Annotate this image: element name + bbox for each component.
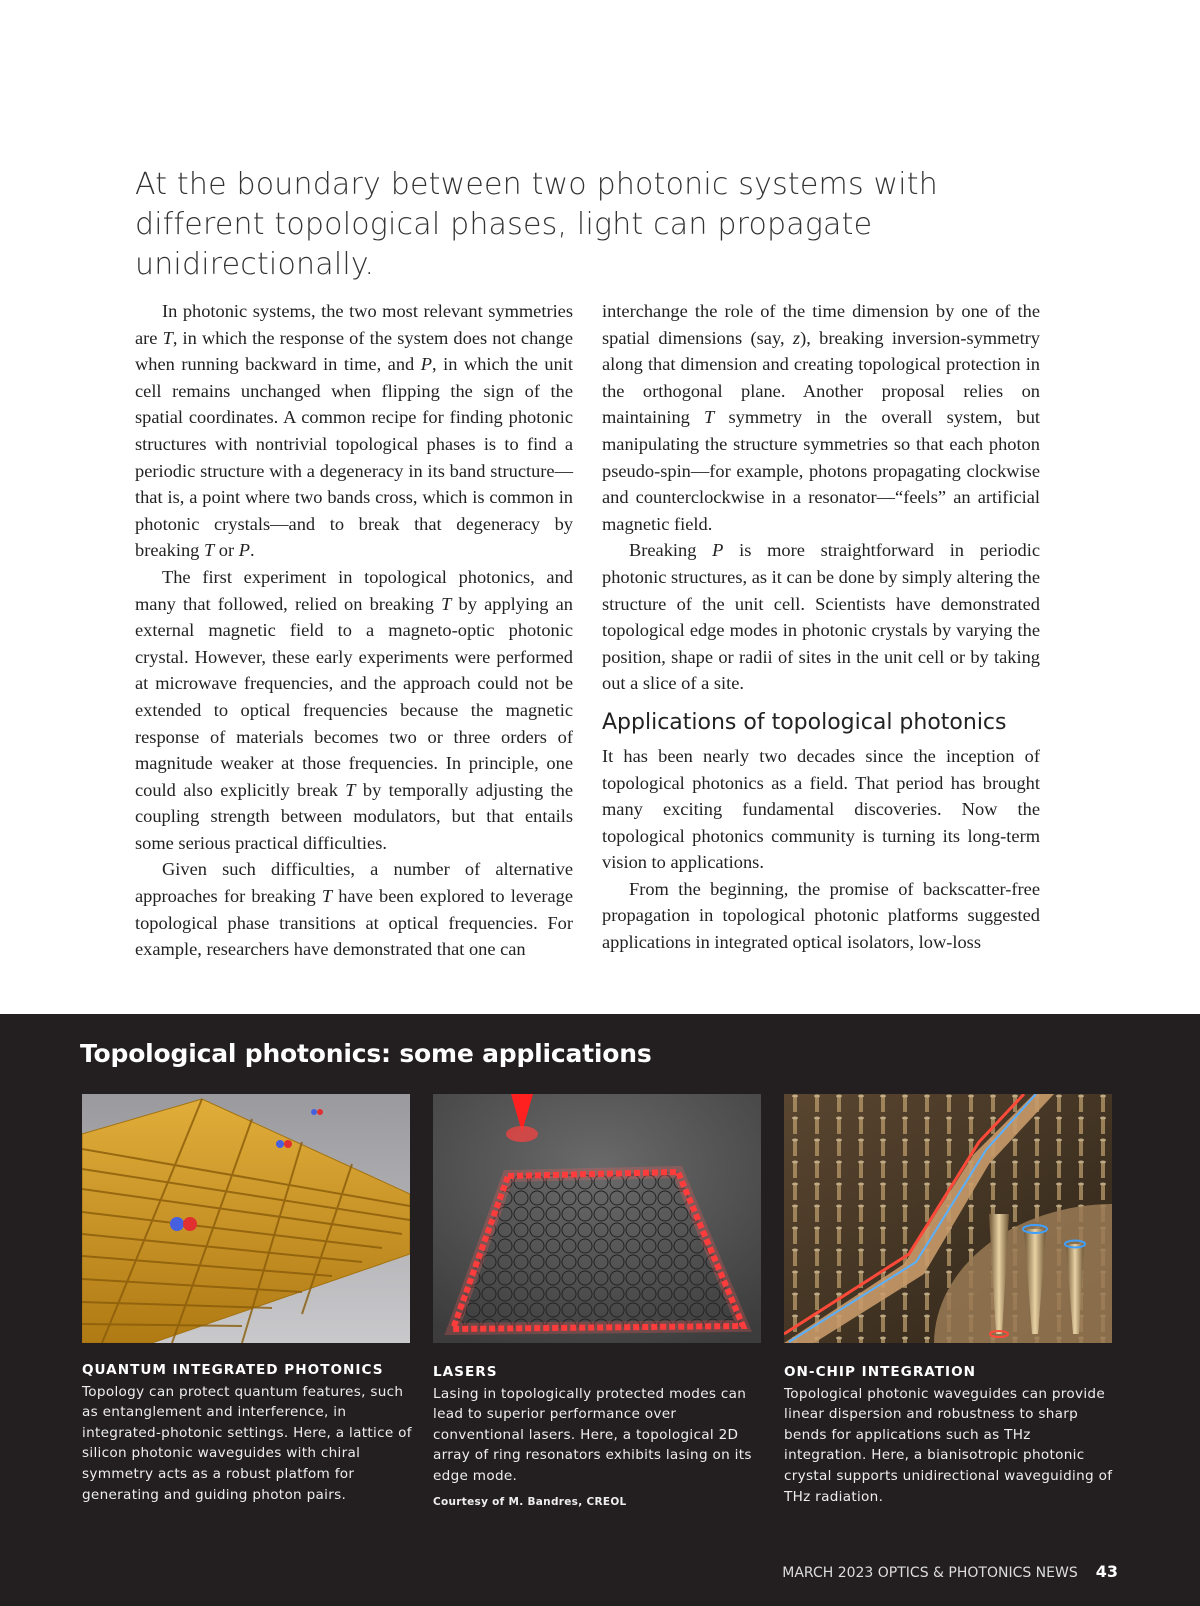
caption-lasers	[433, 1362, 763, 1512]
caption-on-chip	[784, 1362, 1114, 1507]
caption-text: Topology can protect quantum features, such as entanglement and interference, in integrated-photonic settings. Here, a lattice of silicon photonic waveguides with chiral symmetry acts as a robust platfom for generating and guiding photon pairs.	[82, 1383, 412, 1503]
caption-quantum	[82, 1360, 412, 1505]
caption-title: QUANTUM INTEGRATED PHOTONICS	[82, 1362, 384, 1378]
caption-text: Lasing in topologically protected modes can lead to superior performance over conventional lasers. Here, a topological 2D array of ring resonators exhibits lasing on its edge mode.	[433, 1385, 752, 1484]
caption-title: ON-CHIP INTEGRATION	[784, 1364, 977, 1380]
page-number: 43	[1095, 1562, 1118, 1581]
photon-red	[183, 1217, 197, 1231]
paragraph: Breaking P is more straightforward in periodic photonic structures, as it can be done by simply altering the structure of the unit cell. Scientists have demonstrated topological edge modes in photonic crystals by varying the position, shape or radii of sites in the unit cell or by taking out a slice of a site.	[602, 540, 1040, 694]
pull-quote: At the boundary between two photonic systems with different topological phases, light can propagate unidirectionally.	[135, 167, 938, 282]
on-chip-thz-crystal-image	[784, 1094, 1112, 1343]
paragraph: It has been nearly two decades since the inception of topological photonics as a field. That period has brought many exciting fundamental discoveries. Now the topological photonics community is turning its long-term vision to applications.	[602, 745, 1040, 873]
photon-blue	[170, 1217, 184, 1231]
caption-title: LASERS	[433, 1364, 498, 1380]
caption-text: Topological photonic waveguides can provide linear dispersion and robustness to sharp bends for applications such as THz integration. Here, a bianisotropic photonic crystal supports unidirectional waveguiding of THz radiation.	[784, 1385, 1113, 1505]
paragraph: From the beginning, the promise of backscatter-free propagation in topological photonic platforms suggested applications in integrated optical isolators, low-loss	[602, 878, 1040, 953]
quantum-waveguides-image	[82, 1094, 410, 1343]
ring-resonator-laser-image	[433, 1094, 761, 1343]
paragraph: interchange the role of the time dimension by one of the spatial dimensions (say, z), breaking inversion-symmetry along that dimension and creating topological protection in the orthogonal plane. Another proposal relies on maintaining T symmetry in the overall system, but manipulating the structure symmetries so that each photon pseudo-spin—for example, photons propagating clockwise and counterclockwise in a resonator—“feels” an artificial magnetic field.	[602, 301, 1040, 534]
paragraph: The first experiment in topological photonics, and many that followed, relied on breaking T by applying an external magnetic field to a magneto-optic photonic crystal. However, these early experiments were performed at microwave frequencies, and the approach could not be extended to optical frequencies because the magnetic response of materials becomes two or three orders of magnitude weaker at those frequencies. In principle, one could also explicitly break T by temporally adjusting the coupling strength between modulators, but that entails some serious practical difficulties.	[135, 566, 573, 853]
paragraph: Given such difficulties, a number of alternative approaches for breaking T have been explored to leverage topological phase transitions at optical frequencies. For example, researchers have demonstrated that one can	[135, 859, 573, 960]
section-heading: Applications of topological photonics	[602, 709, 1007, 735]
paragraph: In photonic systems, the two most relevant symmetries are T, in which the response of the system does not change when running backward in time, and P, in which the unit cell remains unchanged when flipping the sign of the spatial coordinates. A common recipe for finding photonic structures with nontrivial topological phases is to find a periodic structure with a degeneracy in its band structure—that is, a point where two bands cross, which is common in photonic crystals—and to break that degeneracy by breaking T or P.	[135, 301, 573, 561]
article-column-right	[602, 298, 1040, 956]
page-footer	[782, 1562, 1118, 1581]
issue-label: MARCH 2023 OPTICS & PHOTONICS NEWS	[782, 1565, 1078, 1581]
article-column-left	[135, 298, 573, 963]
image-credit: Courtesy of M. Bandres, CREOL	[433, 1495, 627, 1508]
sidebar-title: Topological photonics: some applications	[80, 1039, 652, 1068]
